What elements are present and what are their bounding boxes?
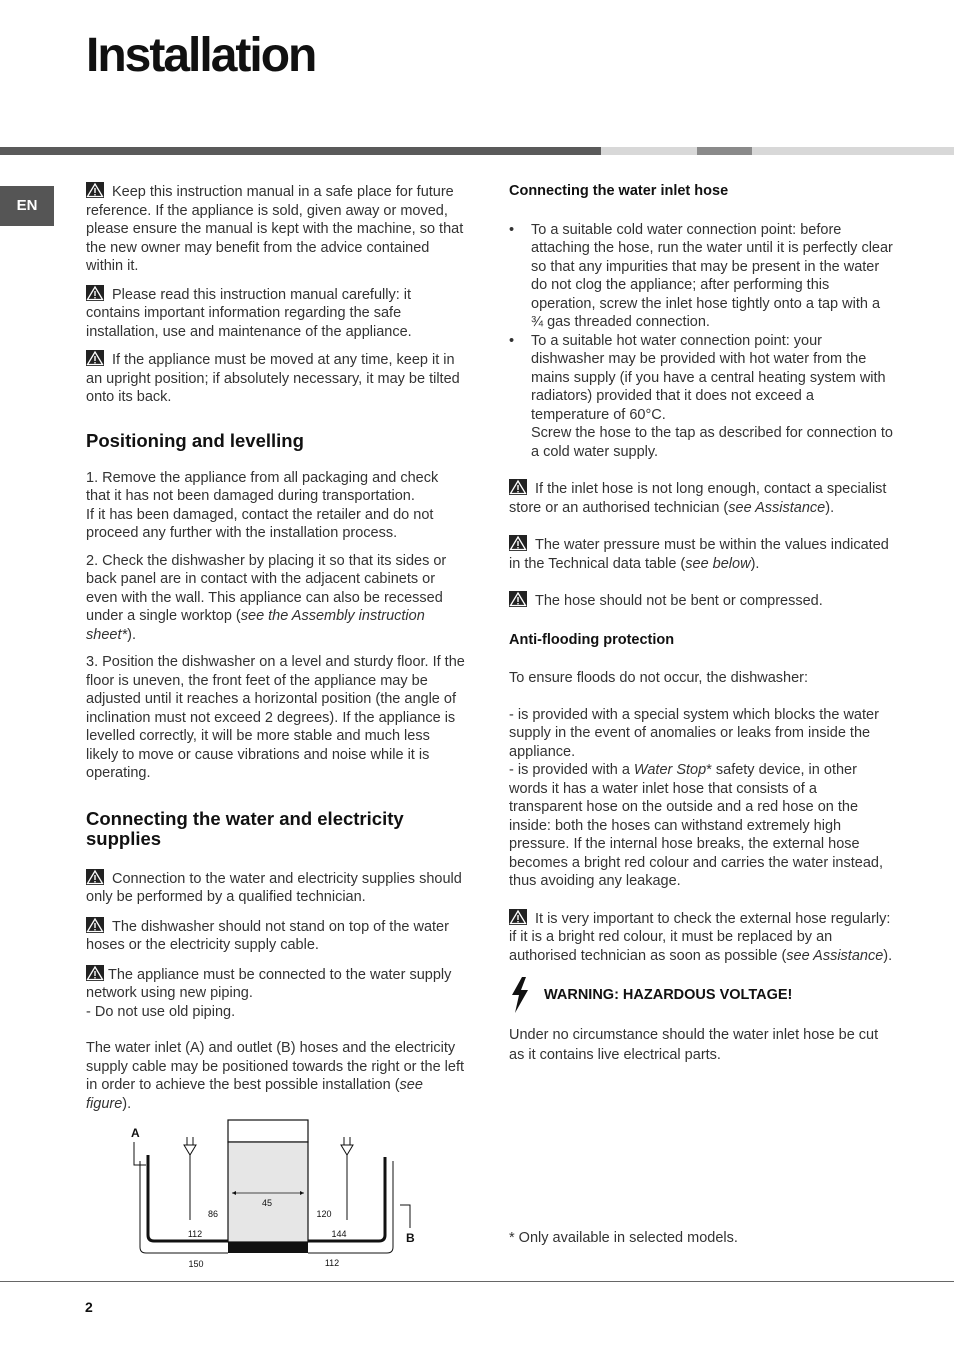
antiflood-warning-end: ). bbox=[883, 947, 893, 964]
inlet-warning-2-text: The water pressure must be within the values indicated in the Technical data table ( bbox=[509, 537, 889, 572]
positioning-step-1: 1. Remove the appliance from all packaging and check that it has not been damaged during transportation. bbox=[86, 469, 439, 504]
worktop bbox=[228, 1120, 308, 1142]
bullet-dot: • bbox=[509, 332, 515, 349]
warning-triangle-icon bbox=[509, 909, 527, 925]
positioning-step-2 bbox=[86, 552, 466, 645]
dimension-112-bottom: 112 bbox=[324, 1258, 340, 1268]
positioning-step-2-text: 2. Check the dishwasher by placing it so that its sides or back panel are in contact with the adjacent cabinets or even with the wall. This appliance can also be recessed under a single worktop ( bbox=[86, 552, 447, 624]
warning-triangle-icon bbox=[509, 591, 527, 607]
old-piping-note: - Do not use old piping. bbox=[86, 1003, 236, 1020]
connecting-heading: Connecting the water and electricity supplies bbox=[86, 807, 404, 849]
antiflood-heading: Anti-flooding protection bbox=[509, 631, 675, 648]
antiflood-item-2 bbox=[509, 761, 894, 891]
assembly-sheet-reference: see the Assembly instruction sheet* bbox=[86, 608, 425, 643]
language-tab: EN bbox=[0, 186, 54, 226]
inlet-warning-1-text: If the inlet hose is not long enough, contact a specialist store or an authorised technician ( bbox=[509, 481, 887, 516]
warning-triangle-icon bbox=[509, 479, 527, 495]
header-bar-light-end bbox=[752, 147, 954, 155]
antiflood-intro: To ensure floods do not occur, the dishwasher: bbox=[509, 670, 809, 686]
intro-warning-2 bbox=[86, 285, 466, 342]
warning-triangle-icon bbox=[509, 535, 527, 551]
see-below-reference: see below bbox=[685, 555, 751, 572]
hot-water-screw-text: Screw the hose to the tap as described for connection to a cold water supply. bbox=[531, 425, 893, 460]
dishwasher-body bbox=[228, 1142, 308, 1242]
warning-triangle-icon bbox=[86, 917, 104, 933]
antiflood-warning bbox=[509, 909, 894, 966]
bullet-dot: • bbox=[509, 221, 515, 238]
inlet-warning-1-end: ). bbox=[825, 499, 835, 516]
warning-triangle-icon bbox=[86, 869, 104, 885]
antiflood-warning-text: It is very important to check the external hose regularly: if it is a bright red colour, it must be replaced by an authorised technician as soon as possible ( bbox=[509, 910, 891, 964]
intro-text-3: If the appliance must be moved at any time, keep it in an upright position; if absolutely necessary, it may be tilted onto its back. bbox=[86, 352, 460, 405]
inlet-warning-3-text: The hose should not be bent or compressed. bbox=[535, 593, 823, 609]
antiflood-item-2-start: - is provided with a bbox=[509, 762, 634, 778]
water-stop-term: Water Stop bbox=[633, 762, 707, 778]
left-column bbox=[86, 182, 466, 1113]
connecting-warning-3-text: The appliance must be connected to the water supply network using new piping. bbox=[86, 966, 452, 1001]
inlet-warning-2-end: ). bbox=[750, 555, 760, 572]
hoses-positioning-text bbox=[86, 1039, 466, 1113]
see-assistance-reference: see Assistance bbox=[786, 947, 884, 964]
positioning-heading: Positioning and levelling bbox=[86, 429, 304, 451]
warning-triangle-icon bbox=[86, 285, 104, 301]
warning-triangle-icon bbox=[86, 350, 104, 366]
voltage-warning bbox=[509, 977, 894, 1013]
cold-water-text: To a suitable cold water connection point: before attaching the hose, run the water until it is perfectly clear so that any impurities that may be present in the water do not clog the appliance; after performing this operation, screw the inlet hose tightly onto a tap with a ¾ gas threaded connection. bbox=[531, 221, 893, 330]
dimension-144: 144 bbox=[331, 1229, 347, 1239]
hoses-positioning-end: ). bbox=[122, 1095, 132, 1112]
hose-outline-left bbox=[140, 1161, 228, 1253]
dimension-120: 120 bbox=[316, 1209, 332, 1219]
header-bar-dark bbox=[0, 147, 601, 155]
label-b-pointer bbox=[400, 1205, 410, 1228]
voltage-heading: WARNING: HAZARDOUS VOLTAGE! bbox=[544, 986, 793, 1003]
connecting-warning-2 bbox=[86, 917, 466, 955]
connecting-warning-1 bbox=[86, 869, 466, 907]
see-figure-reference: see figure bbox=[86, 1077, 423, 1112]
positioning-step-3: 3. Position the dishwasher on a level and sturdy floor. If the floor is uneven, the front feet of the appliance may be adjusted until it reaches a horizontal position (the angle of inclination must not exceed 2 degrees). If the appliance is levelled correctly, it will be more stable and much less likely to move or cause vibrations and noise while it is operating. bbox=[86, 654, 465, 781]
positioning-step-1-note: If it has been damaged, contact the retailer and do not proceed any further with the installation process. bbox=[86, 506, 434, 541]
antiflood-item-1: - is provided with a special system which blocks the water supply in the event of anomalies or leaks from inside the appliance. bbox=[509, 706, 879, 760]
hose-outline-right bbox=[308, 1161, 393, 1253]
lightning-bolt-icon bbox=[509, 977, 531, 1013]
connecting-warning-1-text: Connection to the water and electricity supplies should only be performed by a qualified technician. bbox=[86, 870, 462, 905]
page-title: Installation bbox=[86, 29, 316, 82]
inlet-warning-3 bbox=[509, 591, 894, 611]
inlet-hose-heading: Connecting the water inlet hose bbox=[509, 183, 729, 199]
inlet-warning-2 bbox=[509, 535, 894, 573]
antiflood-item-2-text: * safety device, in other words it has a water inlet hose that consists of a transparent hose on the outside and a red hose on the inside: both the hoses can withstand extremely high pressure. If the internal hose breaks, the external hose becomes a bright red colour and carries the water instead, thus avoiding any leakage. bbox=[509, 762, 883, 889]
warning-triangle-icon bbox=[86, 182, 104, 198]
connecting-warning-2-text: The dishwasher should not stand on top of the water hoses or the electricity supply cable. bbox=[86, 918, 449, 953]
header-bar-mid bbox=[697, 147, 752, 155]
page-number: 2 bbox=[85, 1299, 93, 1315]
warning-triangle-icon bbox=[86, 965, 104, 981]
dimension-45: 45 bbox=[261, 1198, 273, 1208]
tap-icon-left bbox=[184, 1145, 196, 1155]
right-column bbox=[509, 182, 894, 1065]
footer-rule bbox=[0, 1281, 954, 1282]
intro-warning-3 bbox=[86, 350, 466, 407]
label-a: A bbox=[131, 1126, 140, 1140]
header-bar-light bbox=[601, 147, 697, 155]
hot-water-text: To a suitable hot water connection point: your dishwasher may be provided with hot water from the mains supply (if you have a central heating system with radiators) provided that it does not exceed a temperature of 60°C. bbox=[531, 332, 886, 423]
bullet-cold-water bbox=[509, 221, 894, 332]
tap-icon-right bbox=[341, 1145, 353, 1155]
connecting-warning-3 bbox=[86, 965, 466, 1003]
label-b: B bbox=[406, 1231, 415, 1245]
intro-warning-1 bbox=[86, 182, 466, 276]
positioning-step-2-end: ). bbox=[127, 626, 136, 643]
voltage-text: Under no circumstance should the water inlet hose be cut as it contains live electrical parts. bbox=[509, 1027, 879, 1063]
see-assistance-reference: see Assistance bbox=[728, 499, 826, 516]
dishwasher-base bbox=[228, 1242, 308, 1253]
dimension-150: 150 bbox=[188, 1259, 204, 1269]
dimension-86: 86 bbox=[207, 1209, 219, 1219]
hose-positioning-figure bbox=[120, 1115, 430, 1275]
intro-text-1: Keep this instruction manual in a safe place for future reference. If the appliance is sold, given away or moved, please ensure the manual is kept with the machine, so that the new owner may benefit from the advice contained within it. bbox=[86, 184, 464, 274]
footnote: * Only available in selected models. bbox=[509, 1230, 738, 1246]
intro-text-2: Please read this instruction manual carefully: it contains important information regarding the safe installation, use and maintenance of the appliance. bbox=[86, 286, 412, 340]
hoses-positioning-body: The water inlet (A) and outlet (B) hoses and the electricity supply cable may be positioned towards the right or the left in order to achieve the best possible installation ( bbox=[86, 1040, 465, 1093]
inlet-warning-1 bbox=[509, 479, 894, 517]
bullet-hot-water bbox=[509, 332, 894, 462]
dimension-112-left: 112 bbox=[187, 1229, 203, 1239]
